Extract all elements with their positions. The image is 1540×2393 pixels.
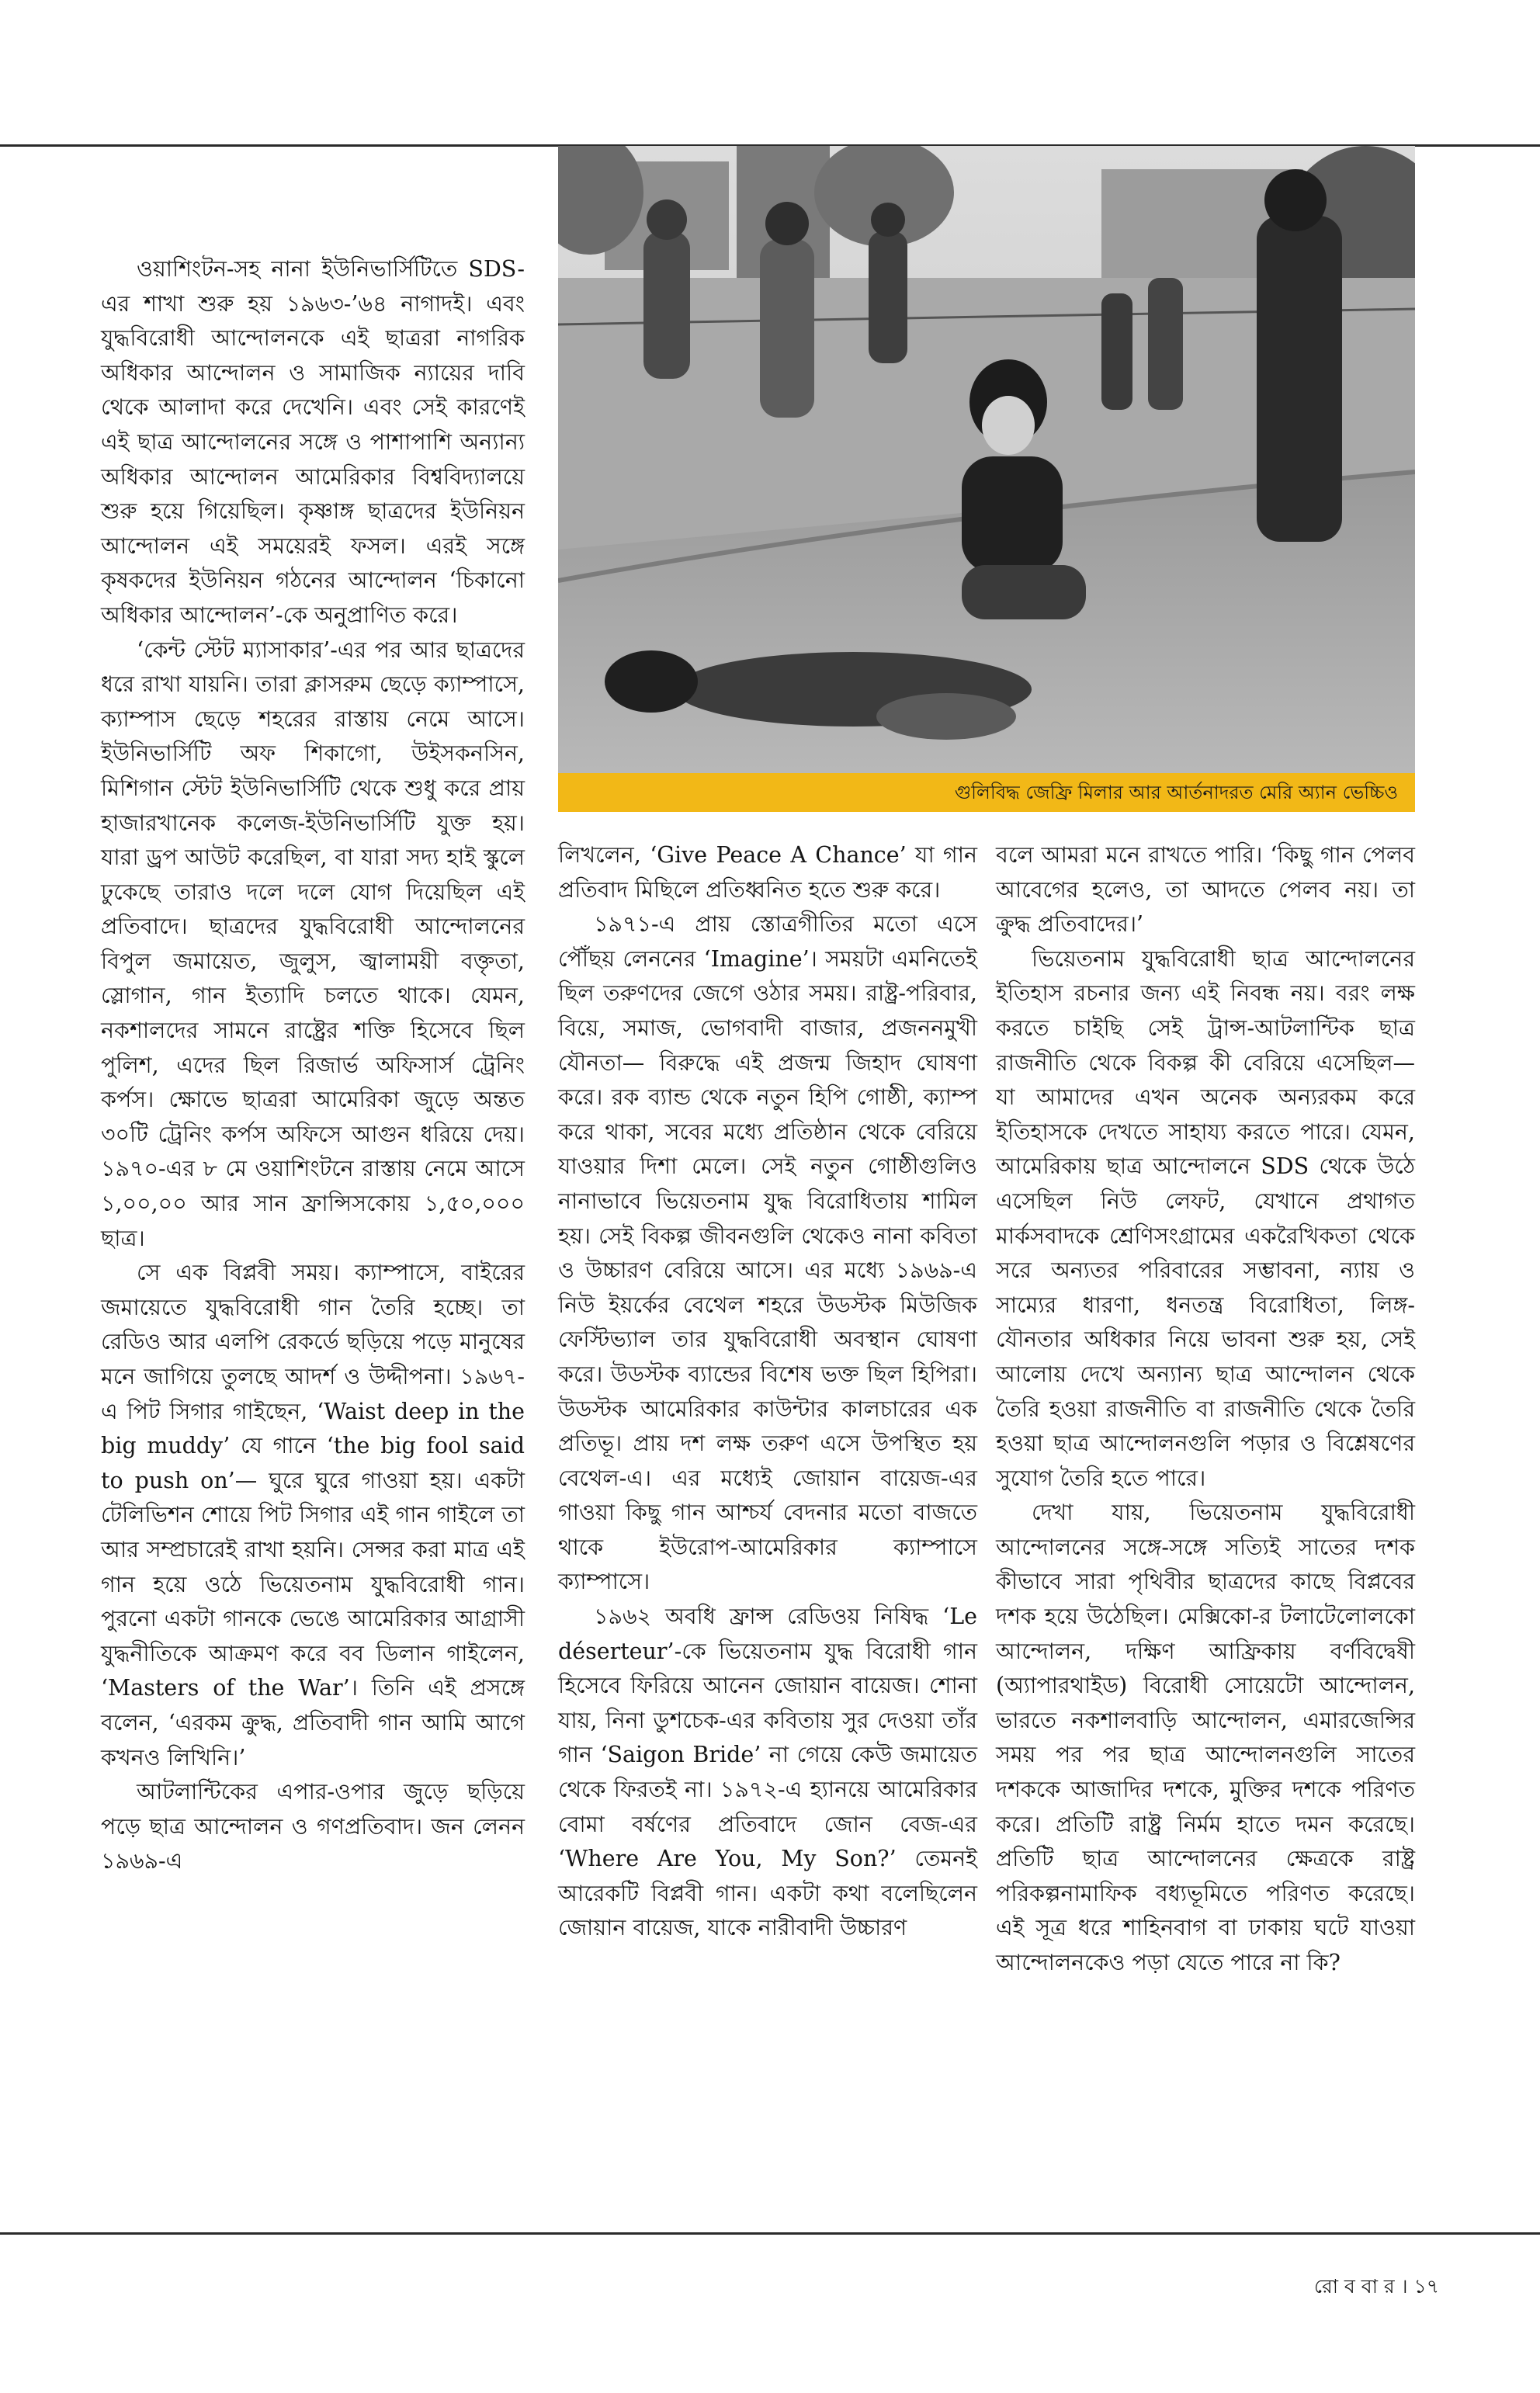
article-paragraph: আটলান্টিকের এপার-ওপার জুড়ে ছড়িয়ে পড়ে ছাত্র আন্দোলন ও গণপ্রতিবাদ। জন লেনন ১৯৬৯-এ [101,1779,525,1875]
article-column-middle [558,838,977,1946]
article-paragraph: ওয়াশিংটন-সহ নানা ইউনিভার্সিটিতে SDS-এর শাখা শুরু হয় ১৯৬৩-’৬৪ নাগাদই। এবং যুদ্ধবিরোধী আন্দোলনকে এই ছাত্ররা নাগরিক অধিকার আন্দোলন ও সামাজিক ন্যায়ের দাবি থেকে আলাদা করে দেখেনি। এবং সেই কারণেই এই ছাত্র আন্দোলনের সঙ্গে ও পাশাপাশি অন্যান্য অধিকার আন্দোলন আমেরিকার বিশ্ববিদ্যালয়ে শুরু হয়ে গিয়েছিল। কৃষ্ণাঙ্গ ছাত্রদের ইউনিয়ন আন্দোলন এই সময়েরই ফসল। এরই সঙ্গে কৃষকদের ইউনিয়ন গঠনের আন্দোলন ‘চিকানো অধিকার আন্দোলন’-কে অনুপ্রাণিত করে। [101,256,525,628]
article-paragraph: বলে আমরা মনে রাখতে পারি। ‘কিছু গান পেলব আবেগের হলেও, তা আদতে পেলব নয়। তা ক্রুদ্ধ প্রতিবাদের।’ [996,842,1415,938]
article-paragraph: লিখলেন, ‘Give Peace A Chance’ যা গান প্রতিবাদ মিছিলে প্রতিধ্বনিত হতে শুরু করে। [558,842,977,903]
kent-state-photo-image [558,146,1415,773]
news-photo [558,146,1415,773]
footer-separator: । [1400,2275,1408,2298]
article-paragraph: ১৯৬২ অবধি ফ্রান্স রেডিওয় নিষিদ্ধ ‘Le déserteur’-কে ভিয়েতনাম যুদ্ধ বিরোধী গান হিসেবে ফিরিয়ে আনেন জোয়ান বায়েজ। শোনা যায়, নিনা ডুশচেক-এর কবিতায় সুর দেওয়া তাঁর গান ‘Saigon Bride’ না গেয়ে কেউ জমায়েত থেকে ফিরতই না। ১৯৭২-এ হ্যানয়ে আমেরিকার বোমা বর্ষণের প্রতিবাদে জোন বেজ-এর ‘Where Are You, My Son?’ তেমনই আরেকটি বিপ্লবী গান। একটা কথা বলেছিলেন জোয়ান বায়েজ, যাকে নারীবাদী উচ্চারণ [558,1604,977,1941]
page-footer [1314,2271,1439,2305]
article-paragraph: ভিয়েতনাম যুদ্ধবিরোধী ছাত্র আন্দোলনের ইতিহাস রচনার জন্য এই নিবন্ধ নয়। বরং লক্ষ করতে চাইছি সেই ট্রান্স-আটলান্টিক ছাত্র রাজনীতি থেকে বিকল্প কী বেরিয়ে এসেছিল— যা আমাদের এখন অনেক অন্যরকম করে ইতিহাসকে দেখতে সাহায্য করতে পারে। যেমন, আমেরিকায় ছাত্র আন্দোলনে SDS থেকে উঠে এসেছিল নিউ লেফট, যেখানে প্রথাগত মার্কসবাদকে শ্রেণিসংগ্রামের একরৈখিকতা থেকে সরে অন্যতর পরিবারের সম্ভাবনা, ন্যায় ও সাম্যের ধারণা, ধনতন্ত্র বিরোধিতা, লিঙ্গ-যৌনতার অধিকার নিয়ে ভাবনা শুরু হয়, সেই আলোয় দেখে অন্যান্য ছাত্র আন্দোলন থেকে তৈরি হওয়া রাজনীতি বা রাজনীতি থেকে তৈরি হওয়া ছাত্র আন্দোলনগুলি পড়ার ও বিশ্লেষণের সুযোগ তৈরি হতে পারে। [996,945,1415,1491]
bottom-rule [0,2232,1540,2235]
article-paragraph: ‘কেন্ট স্টেট ম্যাসাকার’-এর পর আর ছাত্রদের ধরে রাখা যায়নি। তারা ক্লাসরুম ছেড়ে ক্যাম্পাসে, ক্যাম্পাস ছেড়ে শহরের রাস্তায় নেমে আসে। ইউনিভার্সিটি অফ শিকাগো, উইসকনসিন, মিশিগান স্টেট ইউনিভার্সিটি থেকে শুধু করে প্রায় হাজারখানেক কলেজ-ইউনিভার্সিটি যুক্ত হয়। যারা ড্রপ আউট করেছিল, বা যারা সদ্য হাই স্কুলে ঢুকেছে তারাও দলে দলে যোগ দিয়েছিল এই প্রতিবাদে। ছাত্রদের যুদ্ধবিরোধী আন্দোলনের বিপুল জমায়েত, জুলুস, জ্বালাময়ী বক্তৃতা, স্লোগান, গান ইত্যাদি চলতে থাকে। যেমন, নকশালদের সামনে রাষ্ট্রের শক্তি হিসেবে ছিল পুলিশ, এদের ছিল রিজার্ভ অফিসার্স ট্রেনিং কর্পস। ক্ষোভে ছাত্ররা আমেরিকা জুড়ে অন্তত ৩০টি ট্রেনিং কর্পস অফিসে আগুন ধরিয়ে দেয়। ১৯৭০-এর ৮ মে ওয়াশিংটনে রাস্তায় নেমে আসে ১,০০,০০ আর সান ফ্রান্সিসকোয় ১,৫০,০০০ ছাত্র। [101,636,525,1251]
photo-caption: গুলিবিদ্ধ জেফ্রি মিলার আর আর্তনাদরত মেরি অ্যান ভেচ্চিও [558,773,1415,812]
article-column-left [101,252,525,1879]
article-paragraph: ১৯৭১-এ প্রায় স্তোত্রগীতির মতো এসে পৌঁছয় লেননের ‘Imagine’। সময়টা এমনিতেই ছিল তরুণদের জেগে ওঠার সময়। রাষ্ট্র-পরিবার, বিয়ে, সমাজ, ভোগবাদী বাজার, প্রজননমুখী যৌনতা— বিরুদ্ধে এই প্রজন্ম জিহাদ ঘোষণা করে। রক ব্যান্ড থেকে নতুন হিপি গোষ্ঠী, ক্যাম্প করে থাকা, সবের মধ্যে প্রতিষ্ঠান থেকে বেরিয়ে যাওয়ার দিশা মেলে। সেই নতুন গোষ্ঠীগুলিও নানাভাবে ভিয়েতনাম যুদ্ধ বিরোধিতায় শামিল হয়। সেই বিকল্প জীবনগুলি থেকেও নানা কবিতা ও উচ্চারণ বেরিয়ে আসে। এর মধ্যে ১৯৬৯-এ নিউ ইয়র্কের বেথেল শহরে উডস্টক মিউজিক ফেস্টিভ্যাল তার যুদ্ধবিরোধী অবস্থান ঘোষণা করে। উডস্টক ব্যান্ডের বিশেষ ভক্ত ছিল হিপিরা। উডস্টক আমেরিকার কাউন্টার কালচারের এক প্রতিভূ। প্রায় দশ লক্ষ তরুণ এসে উপস্থিত হয় বেথেল-এ। এর মধ্যেই জোয়ান বায়েজ-এর গাওয়া কিছু গান আশ্চর্য বেদনার মতো বাজতে থাকে ইউরোপ-আমেরিকার ক্যাম্পাসে ক্যাম্পাসে। [558,911,977,1595]
article-column-right [996,838,1415,1981]
article-paragraph: দেখা যায়, ভিয়েতনাম যুদ্ধবিরোধী আন্দোলনের সঙ্গে-সঙ্গে সত্যিই সাতের দশক কীভাবে সারা পৃথিবীর ছাত্রদের কাছে বিপ্লবের দশক হয়ে উঠেছিল। মেক্সিকো-র টলাটেলোলকো আন্দোলন, দক্ষিণ আফ্রিকায় বর্ণবিদ্বেষী (অ্যাপারথাইড) বিরোধী সোয়েটো আন্দোলন, ভারতে নকশালবাড়ি আন্দোলন, এমারজেন্সির সময় পর পর ছাত্র আন্দোলনগুলি সাতের দশককে আজাদির দশকে, মুক্তির দশকে পরিণত করে। প্রতিটি রাষ্ট্র নির্মম হাতে দমন করেছে। প্রতিটি ছাত্র আন্দোলনের ক্ষেত্রকে রাষ্ট্র পরিকল্পনামাফিক বধ্যভূমিতে পরিণত করেছে। এই সূত্র ধরে শাহিনবাগ বা ঢাকায় ঘটে যাওয়া আন্দোলনকেও পড়া যেতে পারে না কি? [996,1500,1415,1975]
article-paragraph: সে এক বিপ্লবী সময়। ক্যাম্পাসে, বাইরের জমায়েতে যুদ্ধবিরোধী গান তৈরি হচ্ছে। তা রেডিও আর এলপি রেকর্ডে ছড়িয়ে পড়ে মানুষের মনে জাগিয়ে তুলছে আদর্শ ও উদ্দীপনা। ১৯৬৭-এ পিট সিগার গাইছেন, ‘Waist deep in the big muddy’ যে গানে ‘the big fool said to push on’— ঘুরে ঘুরে গাওয়া হয়। একটা টেলিভিশন শোয়ে পিট সিগার এই গান গাইলে তা আর সম্প্রচারেই রাখা হয়নি। সেন্সর করা মাত্র এই গান হয়ে ওঠে ভিয়েতনাম যুদ্ধবিরোধী গান। পুরনো একটা গানকে ভেঙে আমেরিকার আগ্রাসী যুদ্ধনীতিকে আক্রমণ করে বব ডিলান গাইলেন, ‘Masters of the War’। তিনি এই প্রসঙ্গে বলেন, ‘এরকম ক্রুদ্ধ, প্রতিবাদী গান আমি আগে কখনও লিখিনি।’ [101,1260,525,1770]
page-number: ১৭ [1413,2275,1439,2298]
magazine-name: রো ব বা র [1313,2275,1395,2298]
